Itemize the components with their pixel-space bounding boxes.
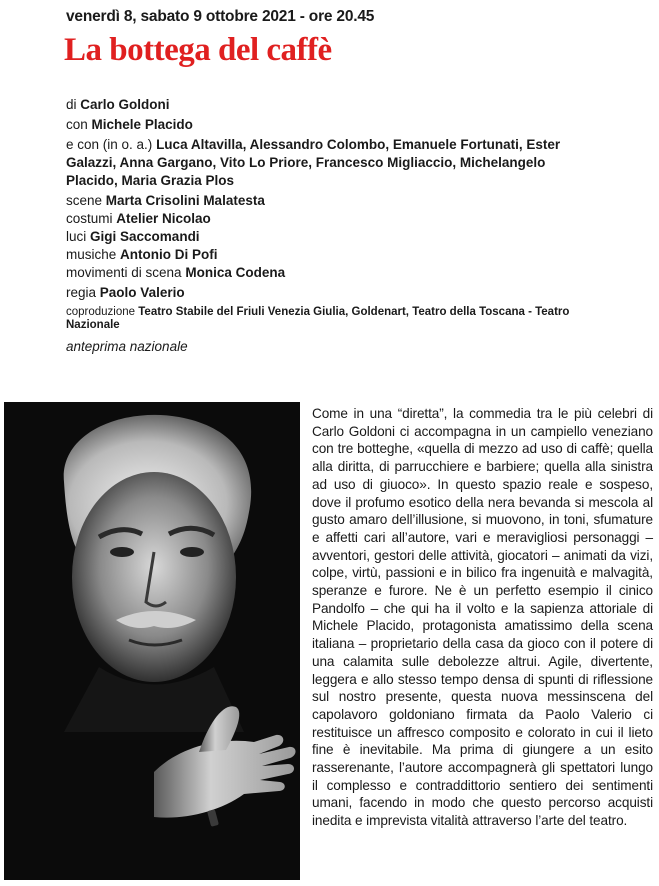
credit-value: Carlo Goldoni [80,97,170,112]
credit-costumes [66,210,586,228]
credit-movement [66,264,586,282]
credit-cast [66,136,586,190]
credit-value: Antonio Di Pofi [120,247,218,262]
credit-label: e con (in o. a.) [66,137,153,152]
premiere-note: anteprima nazionale [66,339,188,354]
credit-label: di [66,97,77,112]
credit-value: Luca Altavilla, Alessandro Colombo, Emanuele Fortunati, Ester Galazzi, Anna Gargano, Vito Lo Priore, Francesco Migliaccio, Michelangelo Placido, Maria Grazia Plos [66,137,561,188]
credit-value: Michele Placido [91,117,193,132]
credit-value: Atelier Nicolao [116,211,211,226]
credit-value: Monica Codena [185,265,286,280]
credit-value: Teatro Stabile del Friuli Venezia Giulia, Goldenart, Teatro della Toscana - Teatro Nazionale [66,306,570,331]
credit-label: scene [66,193,103,208]
credit-label: musiche [66,247,117,262]
credit-label: movimenti di scena [66,265,182,280]
credit-lead [66,116,586,134]
credit-value: Gigi Saccomandi [90,229,200,244]
page-title: La bottega del caffè [64,32,332,68]
event-date: venerdì 8, sabato 9 ottobre 2021 - ore 20.45 [66,8,375,25]
credit-director [66,284,586,302]
credit-label: costumi [66,211,113,226]
credit-coproduction [66,306,586,332]
credit-label: luci [66,229,87,244]
credit-label: coproduzione [66,306,136,318]
show-description: Come in una “diretta”, la commedia tra le più celebri di Carlo Goldoni ci accompagna in un campiello veneziano con tre botteghe, «quella di mezzo ad uso di caffè; quella alla diritta, di parrucchiere e barbiere; quella alla sinistra ad uso di giuoco». In questo spazio reale e sospeso, dove il profumo esotico della nera bevanda si mescola al gusto amaro dell’illusione, si muovono, in toni, sfumature e affetti cari all’autore, vari e meravigliosi personaggi – avventori, gestori delle attività, giocatori – animati da vizi, colpe, virtù, passioni e in bilico fra ingenuità e malvagità, speranze e furore. Ne è un perfetto esempio il cinico Pandolfo – che qui ha il volto e la sapienza attoriale di Michele Placido, protagonista amatissimo della scena italiana – proprietario della casa da gioco con il potere di una calamita sulle debolezze altrui. Agile, divertente, leggera e allo stesso tempo densa di spunti di riflessione sul nostro presente, questa nuova messinscena del capolavoro goldoniano firmata da Paolo Valerio ci restituisce un affresco composito e colorato in cui il lieto fine è inevitabile. Ma prima di giungere a un esito rasserenante, l’autore accompagnerà gli spettatori lungo il complesso e contraddittorio sentiero dei sentimenti umani, facendo in modo che questo percorso acquisti inedita e imprevista vitalità attraverso l’arte del teatro. [312,406,653,829]
actor-portrait-photo [4,402,300,880]
credit-sets [66,192,586,210]
credit-value: Paolo Valerio [99,285,185,300]
credit-label: regia [66,285,97,300]
credit-label: con [66,117,88,132]
credit-music [66,246,586,264]
credit-value: Marta Crisolini Malatesta [105,193,265,208]
credits-block [66,96,586,356]
credit-lights [66,228,586,246]
portrait-illustration [4,402,300,880]
credit-author [66,96,586,114]
